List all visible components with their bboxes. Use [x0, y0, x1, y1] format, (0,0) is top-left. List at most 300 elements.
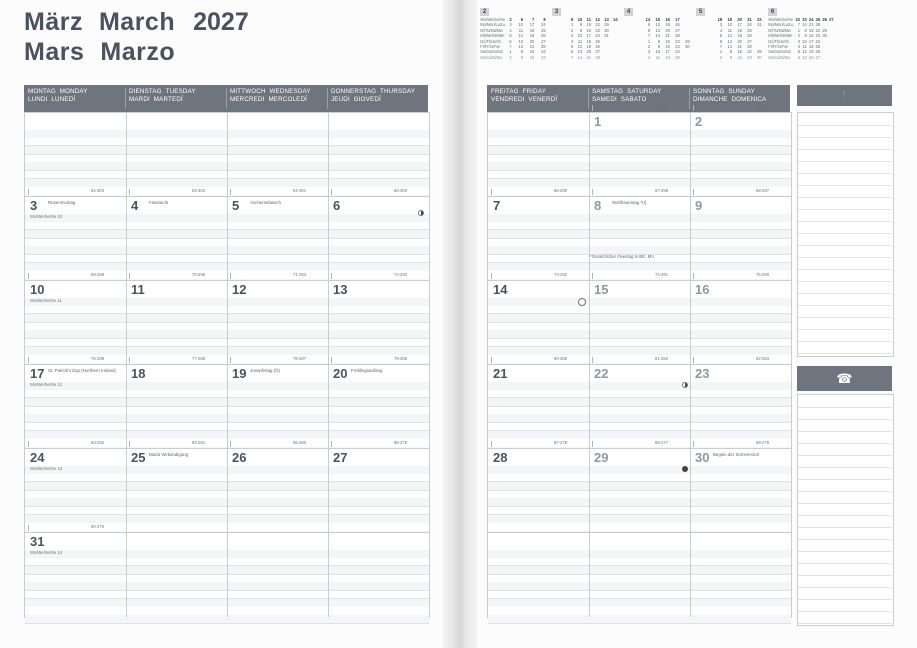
mini-day-cell[interactable]: 11	[518, 27, 523, 33]
mini-day-label: Do/Th/Je/Gi	[480, 38, 502, 44]
mini-day-cell[interactable]: 15	[737, 49, 742, 55]
mini-day-cell[interactable]: 7	[647, 33, 651, 39]
weekday-header-right	[487, 85, 790, 112]
mini-day-cell[interactable]: 11	[655, 54, 661, 60]
row-shade	[488, 214, 791, 222]
mini-week-number: 14	[645, 17, 651, 22]
mini-day-cell[interactable]: 24	[541, 22, 546, 28]
day-number[interactable]: 8	[594, 198, 602, 213]
mini-month	[480, 10, 546, 78]
count-tick	[331, 273, 332, 279]
day-number[interactable]: 29	[594, 450, 609, 465]
column-divider	[227, 113, 228, 197]
day-number[interactable]: 6	[333, 198, 341, 213]
month-name-en: March	[98, 8, 176, 36]
mini-day-cell[interactable]: 15	[529, 49, 535, 55]
mini-day-cell[interactable]: 5	[647, 22, 651, 28]
mini-day-cell[interactable]: 20	[586, 49, 591, 55]
day-number[interactable]: 31	[30, 534, 45, 549]
week-number-label: Wo/We/Se/Se 13	[30, 466, 62, 471]
column-divider	[328, 365, 329, 449]
mini-day-cell[interactable]: 26	[595, 44, 600, 50]
mini-day-cell[interactable]: 17	[529, 22, 535, 28]
mini-day-cell[interactable]: 4	[509, 27, 512, 33]
mini-day-cell[interactable]: 22	[541, 49, 546, 55]
mini-day-cell[interactable]: 24	[675, 49, 680, 55]
mini-day-cell[interactable]: 21	[529, 44, 535, 50]
mini-day-cell[interactable]: 4	[570, 38, 574, 44]
notes-rule-line	[798, 329, 891, 330]
day-of-year-count: 90-275	[91, 524, 105, 529]
mini-day-cell[interactable]: 23	[675, 44, 680, 50]
mini-day-cell[interactable]: 10	[802, 38, 807, 44]
notes-rule-line	[798, 563, 891, 564]
mini-month-number: 4	[624, 8, 633, 16]
day-number[interactable]: 13	[333, 282, 348, 297]
weekday-fr-it: LUNDI LUNEDÍ	[28, 96, 76, 103]
row-shade	[488, 162, 791, 170]
day-number[interactable]: 5	[232, 198, 240, 213]
mini-day-cell[interactable]: 26	[675, 22, 680, 28]
mini-day-label: Di/Tu/Ma/Ma	[768, 27, 791, 33]
day-of-year-count: 63-302	[192, 188, 206, 193]
notes-area-top[interactable]	[797, 112, 894, 357]
week-number-label: Wo/We/Se/Se 14	[30, 550, 62, 555]
mini-day-cell[interactable]: 11	[727, 27, 733, 33]
mini-day-cell[interactable]: 20	[665, 27, 670, 33]
count-tick	[693, 189, 694, 195]
count-tick	[592, 189, 593, 195]
row-shade	[488, 414, 791, 422]
mini-day-cell[interactable]: 25	[541, 27, 546, 33]
day-number[interactable]: 23	[695, 366, 710, 381]
day-number[interactable]: 22	[594, 366, 609, 381]
mini-day-cell[interactable]: 30	[685, 44, 690, 50]
count-tick	[28, 525, 29, 531]
mini-day-cell[interactable]: 3	[509, 22, 512, 28]
mini-month-strip	[480, 10, 904, 78]
notes-rule-line	[798, 587, 891, 588]
day-number[interactable]: 15	[594, 282, 609, 297]
notes-rule-line	[798, 161, 891, 162]
day-of-year-count: 77-288	[192, 356, 206, 361]
mini-day-cell[interactable]: 18	[737, 27, 742, 33]
week-row	[24, 364, 430, 450]
mini-day-cell[interactable]: 21	[586, 54, 591, 60]
mini-day-cell[interactable]: 3	[570, 33, 574, 39]
mini-day-cell[interactable]: 12	[518, 33, 523, 39]
header-separator	[689, 88, 690, 109]
mini-day-cell[interactable]: 8	[579, 22, 583, 28]
mini-day-cell[interactable]: 1	[570, 22, 574, 28]
count-tick	[693, 441, 694, 447]
day-number[interactable]: 18	[131, 366, 146, 381]
row-shade	[488, 130, 791, 138]
mini-day-cell[interactable]: 19	[586, 44, 591, 50]
mini-day-cell[interactable]: 1	[647, 38, 651, 44]
mini-day-cell[interactable]: 16	[808, 33, 814, 39]
mini-day-cell[interactable]: 28	[747, 44, 752, 50]
mini-day-cell[interactable]: 19	[665, 22, 670, 28]
mini-day-cell[interactable]: 3	[719, 22, 723, 28]
mini-day-label: Do/Th/Je/Gi	[768, 38, 790, 44]
mini-day-cell[interactable]: 21	[665, 33, 670, 39]
week-row	[24, 112, 430, 198]
mini-day-cell[interactable]: 5	[719, 33, 723, 39]
mini-day-cell[interactable]: 9	[804, 33, 807, 39]
mini-day-cell[interactable]: 19	[737, 33, 742, 39]
mini-day-cell[interactable]: 3	[647, 49, 651, 55]
header-separator	[125, 88, 126, 109]
row-shade	[488, 263, 791, 271]
weekday-header-cell	[487, 85, 588, 112]
mini-day-cell[interactable]: 16	[737, 54, 742, 60]
notes-rule-line	[798, 185, 891, 186]
day-of-year-count: 70-295	[192, 272, 206, 277]
mini-day-cell[interactable]: 28	[815, 22, 821, 28]
moon-phase-icon	[682, 466, 688, 472]
notes-rule-line	[798, 419, 891, 420]
day-of-year-count: 76-289	[91, 356, 105, 361]
mini-day-cell[interactable]: 2	[719, 54, 723, 60]
mini-day-cell[interactable]: 29	[685, 38, 690, 44]
mini-day-cell[interactable]: 14	[802, 22, 807, 28]
mini-day-cell[interactable]: 23	[595, 27, 600, 33]
mini-day-cell[interactable]: 18	[529, 27, 535, 33]
mini-day-cell[interactable]: 9	[657, 44, 661, 50]
mini-day-cell[interactable]: 18	[586, 38, 591, 44]
mini-day-cell[interactable]: 16	[665, 44, 670, 50]
mini-day-cell[interactable]: 6	[509, 38, 512, 44]
mini-day-cell[interactable]: 10	[727, 22, 733, 28]
mini-day-cell[interactable]: 29	[604, 22, 609, 28]
mini-day-cell[interactable]: 27	[541, 38, 546, 44]
day-number[interactable]: 24	[30, 450, 45, 465]
row-shade	[488, 466, 791, 474]
mini-day-cell[interactable]: 15	[808, 27, 814, 33]
mini-month-number: 5	[696, 8, 705, 16]
mini-day-cell[interactable]: 18	[665, 54, 670, 60]
notes-rule-line	[798, 341, 891, 342]
mini-day-cell[interactable]: 20	[808, 54, 814, 60]
column-divider	[126, 197, 127, 281]
weekday-de-en: FREITAG FRIDAY	[491, 88, 547, 95]
mini-day-cell[interactable]: 27	[815, 54, 821, 60]
mini-day-cell[interactable]: 4	[797, 44, 801, 50]
day-number[interactable]: 16	[695, 282, 710, 297]
count-tick	[693, 357, 694, 363]
mini-day-cell[interactable]: 5	[570, 44, 574, 50]
mini-day-cell[interactable]: 11	[577, 38, 583, 44]
day-note: Aschermittwoch	[250, 200, 281, 205]
day-note: Rosenmontag	[48, 200, 76, 205]
day-of-year-count: 65-300	[394, 188, 408, 193]
mini-day-cell[interactable]: 9	[520, 54, 523, 60]
mini-day-cell[interactable]: 13	[518, 38, 523, 44]
day-number[interactable]: 7	[493, 198, 501, 213]
mini-day-cell[interactable]: 22	[747, 49, 752, 55]
mini-day-cell[interactable]: 27	[747, 38, 752, 44]
mini-day-cell[interactable]: 14	[577, 54, 583, 60]
column-divider	[589, 197, 590, 281]
mini-week-number: 15	[655, 17, 661, 22]
weekday-header-left	[24, 85, 428, 112]
mini-day-cell[interactable]: 15	[586, 22, 591, 28]
mini-week-number: 8	[543, 17, 546, 22]
mini-day-cell[interactable]: 26	[747, 33, 752, 39]
mini-day-cell[interactable]: 31	[604, 33, 609, 39]
day-of-year-count: 80-285	[554, 356, 568, 361]
mini-day-cell[interactable]: 22	[815, 27, 821, 33]
mini-day-label	[624, 55, 641, 60]
notes-rule-line	[798, 293, 891, 294]
column-divider	[126, 365, 127, 449]
mini-day-cell[interactable]: 30	[757, 54, 762, 60]
mini-day-cell[interactable]: 8	[804, 27, 807, 33]
header-separator	[588, 88, 589, 109]
week-row	[487, 532, 792, 618]
mini-day-cell[interactable]: 27	[675, 27, 680, 33]
mini-day-cell[interactable]: 1	[797, 27, 801, 33]
day-number[interactable]: 11	[131, 282, 145, 297]
count-tick	[129, 357, 130, 363]
column-divider	[328, 197, 329, 281]
mini-day-cell[interactable]: 20	[529, 38, 535, 44]
count-tick	[28, 357, 29, 363]
mini-day-cell[interactable]: 26	[541, 33, 546, 39]
mini-day-cell[interactable]: 6	[647, 27, 651, 33]
mini-day-cell[interactable]: 16	[529, 54, 535, 60]
mini-day-cell[interactable]: 24	[595, 33, 600, 39]
mini-day-cell[interactable]: 2	[570, 27, 574, 33]
count-tick	[693, 273, 694, 279]
mini-week-number: 6	[520, 17, 523, 22]
column-divider	[690, 449, 691, 533]
mini-day-cell[interactable]: 7	[797, 22, 801, 28]
mini-week-number: 19	[727, 17, 733, 22]
mini-month-number: 3	[552, 8, 561, 16]
day-number[interactable]: 3	[30, 198, 38, 213]
mini-day-cell[interactable]: 6	[570, 49, 574, 55]
day-number[interactable]: 9	[695, 198, 703, 213]
weekday-header-cell	[588, 85, 689, 112]
mini-month	[624, 10, 690, 78]
mini-day-cell[interactable]: 12	[655, 22, 661, 28]
column-divider	[126, 449, 127, 533]
mini-day-cell[interactable]: 7	[509, 44, 512, 50]
mini-day-cell[interactable]: 10	[518, 22, 523, 28]
mini-day-cell[interactable]: 1	[719, 49, 723, 55]
mini-day-cell[interactable]: 25	[747, 27, 752, 33]
mini-day-cell[interactable]: 13	[577, 49, 583, 55]
mini-day-cell[interactable]: 27	[595, 49, 600, 55]
mini-month	[768, 10, 834, 78]
notes-rule-line	[798, 221, 891, 222]
row-shade	[488, 298, 791, 306]
day-number[interactable]: 28	[493, 450, 508, 465]
mini-day-cell[interactable]: 9	[579, 27, 583, 33]
mini-day-cell[interactable]: 30	[604, 27, 609, 33]
mini-day-cell[interactable]: 4	[647, 54, 651, 60]
mini-day-cell[interactable]: 24	[747, 22, 752, 28]
mini-day-cell[interactable]: 14	[518, 44, 523, 50]
mini-day-cell[interactable]: 13	[802, 54, 807, 60]
mini-day-cell[interactable]: 22	[675, 38, 680, 44]
day-of-year-count: 87-278	[554, 440, 568, 445]
mini-day-cell[interactable]: 19	[529, 33, 535, 39]
day-number[interactable]: 2	[695, 114, 703, 129]
mini-day-cell[interactable]: 25	[675, 54, 680, 60]
mini-day-cell[interactable]: 12	[577, 44, 583, 50]
day-of-year-count: 78-287	[293, 356, 307, 361]
mini-day-cell[interactable]: 11	[802, 44, 807, 50]
mini-day-cell[interactable]: 16	[586, 27, 591, 33]
mini-day-cell[interactable]: 1	[509, 49, 512, 55]
mini-day-cell[interactable]: 17	[586, 33, 591, 39]
mini-day-cell[interactable]: 26	[815, 49, 821, 55]
mini-day-cell[interactable]: 2	[797, 33, 801, 39]
notes-rule-line	[798, 197, 891, 198]
mini-day-cell[interactable]: 22	[595, 22, 600, 28]
mini-day-cell[interactable]: 12	[727, 33, 733, 39]
phone-icon: ☎	[836, 370, 853, 386]
day-number[interactable]: 14	[493, 282, 508, 297]
count-tick	[491, 357, 492, 363]
mini-week-number: 25	[815, 17, 821, 22]
day-number[interactable]: 27	[333, 450, 348, 465]
mini-day-cell[interactable]: 17	[665, 49, 670, 55]
row-shade	[488, 498, 791, 506]
mini-day-cell[interactable]: 28	[595, 54, 600, 60]
mini-day-cell[interactable]: 9	[729, 54, 733, 60]
mini-day-cell[interactable]: 23	[815, 33, 821, 39]
mini-day-cell[interactable]: 14	[655, 33, 661, 39]
count-tick	[491, 189, 492, 195]
mini-day-cell[interactable]: 12	[802, 49, 807, 55]
mini-day-label: Mo/Mon/Lu/Lu	[480, 22, 506, 28]
weekday-de-en: SAMSTAG SATURDAY	[592, 88, 662, 95]
notes-rule-line	[798, 431, 891, 432]
day-of-year-count: 88-277	[655, 440, 669, 445]
mini-day-cell[interactable]: 6	[797, 54, 801, 60]
column-divider	[126, 281, 127, 365]
mini-month	[696, 10, 762, 78]
day-number[interactable]: 10	[30, 282, 45, 297]
mini-day-cell[interactable]: 29	[822, 27, 827, 33]
book-gutter	[443, 0, 477, 648]
mini-day-cell[interactable]: 6	[719, 38, 723, 44]
notes-rule-line	[798, 245, 891, 246]
mini-day-cell[interactable]: 23	[747, 54, 752, 60]
mini-day-cell[interactable]: 30	[822, 33, 827, 39]
weekday-fr-it: DIMANCHE DOMENICA	[693, 96, 767, 103]
day-number[interactable]: 21	[493, 366, 508, 381]
mini-day-cell[interactable]: 21	[808, 22, 814, 28]
mini-day-cell[interactable]: 5	[797, 49, 801, 55]
mini-day-cell[interactable]: 29	[757, 49, 762, 55]
day-number[interactable]: 4	[131, 198, 139, 213]
mini-day-cell[interactable]: 8	[729, 49, 733, 55]
mini-day-cell[interactable]: 15	[665, 38, 670, 44]
mini-day-cell[interactable]: 28	[541, 44, 546, 50]
mini-week-number: 2	[509, 17, 512, 22]
mini-day-cell[interactable]: 2	[509, 54, 512, 60]
mini-day-cell[interactable]: 5	[509, 33, 512, 39]
mini-day-cell[interactable]: 17	[737, 22, 742, 28]
mini-day-cell[interactable]: 13	[727, 38, 733, 44]
mini-day-cell[interactable]: 2	[647, 44, 651, 50]
mini-day-cell[interactable]: 4	[719, 27, 723, 33]
mini-day-cell[interactable]: 3	[797, 38, 801, 44]
mini-day-label: Mo/Mon/Lu/Lu	[768, 22, 794, 28]
mini-week-number: 27	[829, 17, 834, 22]
notes-rule-line	[798, 149, 891, 150]
column-divider	[589, 449, 590, 533]
mini-week-number: 12	[595, 17, 600, 22]
mini-day-cell[interactable]: 20	[737, 38, 742, 44]
mini-day-cell[interactable]: 23	[541, 54, 546, 60]
mini-day-cell[interactable]: 25	[595, 38, 600, 44]
column-divider	[227, 281, 228, 365]
notes-rule-line	[798, 317, 891, 318]
count-tick	[129, 189, 130, 195]
notes-area-bottom[interactable]	[797, 394, 894, 626]
notes-rule-line	[798, 611, 891, 612]
day-number[interactable]: 25	[131, 450, 146, 465]
mini-day-cell[interactable]: 21	[737, 44, 742, 50]
column-divider	[328, 449, 329, 533]
mini-day-cell[interactable]: 7	[719, 44, 723, 50]
weekday-header-cell	[327, 85, 428, 112]
mini-day-cell[interactable]: 25	[815, 44, 821, 50]
notes-rule-line	[798, 599, 891, 600]
count-tick	[491, 273, 492, 279]
mini-day-cell[interactable]: 18	[808, 44, 814, 50]
mini-day-cell[interactable]: 7	[570, 54, 574, 60]
mini-day-cell[interactable]: 10	[655, 49, 661, 55]
mini-day-cell[interactable]: 19	[808, 49, 814, 55]
day-number[interactable]: 30	[695, 450, 710, 465]
count-tick	[491, 441, 492, 447]
month-name-fr: Mars	[24, 38, 85, 66]
day-note: Beginn der Sommerzeit	[713, 452, 759, 457]
mini-day-cell[interactable]: 14	[727, 44, 733, 50]
day-number[interactable]: 26	[232, 450, 247, 465]
mini-day-cell[interactable]: 31	[757, 22, 762, 28]
day-number[interactable]: 17	[30, 366, 45, 381]
mini-day-label	[696, 55, 713, 60]
mini-day-cell[interactable]: 10	[577, 33, 583, 39]
count-tick	[28, 273, 29, 279]
weekday-de-en: DIENSTAG TUESDAY	[129, 88, 196, 95]
mini-day-cell[interactable]: 17	[808, 38, 814, 44]
mini-week-number: 23	[802, 17, 807, 22]
mini-day-cell[interactable]: 8	[520, 49, 523, 55]
day-number[interactable]: 1	[594, 114, 602, 129]
weekday-fr-it: JEUDI GIOVEDÍ	[331, 96, 381, 103]
day-number[interactable]: 20	[333, 366, 348, 381]
mini-day-cell[interactable]: 28	[675, 33, 680, 39]
day-number[interactable]: 19	[232, 366, 247, 381]
mini-day-cell[interactable]: 8	[657, 38, 661, 44]
mini-day-cell[interactable]: 13	[655, 27, 661, 33]
row-shade	[488, 382, 791, 390]
notes-rule-line	[798, 467, 891, 468]
header-separator	[327, 88, 328, 109]
day-number[interactable]: 12	[232, 282, 247, 297]
count-tick	[693, 105, 694, 111]
mini-day-cell[interactable]: 24	[815, 38, 821, 44]
